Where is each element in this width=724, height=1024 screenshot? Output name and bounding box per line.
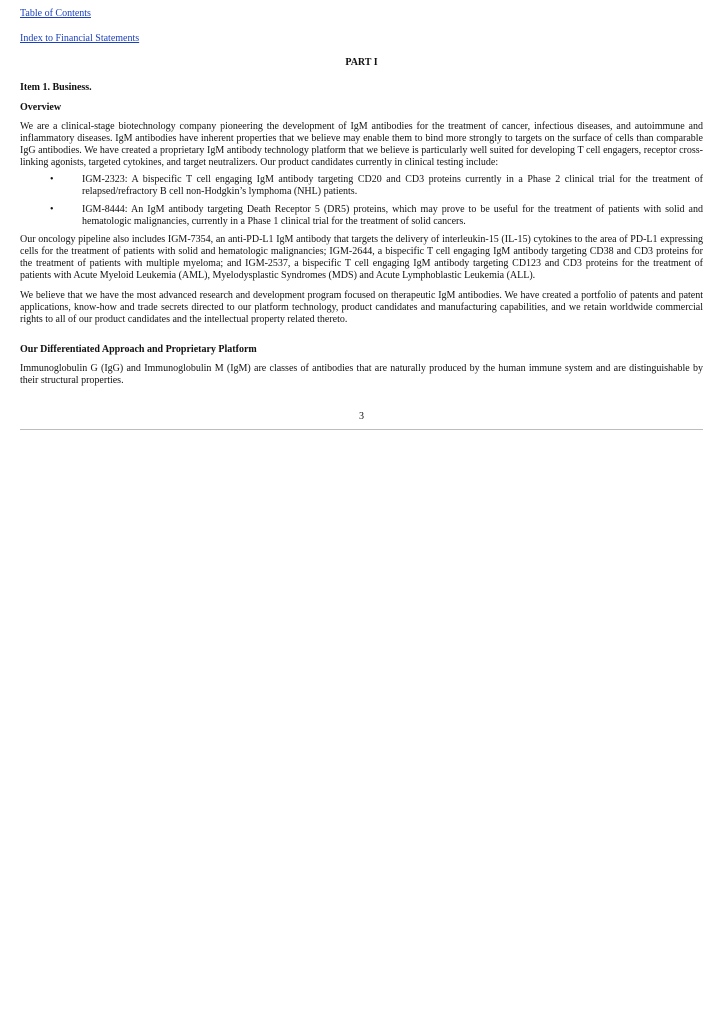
list-item xyxy=(20,174,703,198)
overview-heading: Overview xyxy=(20,102,62,113)
item-heading: Item 1. Business. xyxy=(20,82,92,93)
list-item xyxy=(20,204,703,228)
rights-paragraph: We believe that we have the most advanced research and development program focused on therapeutic IgM antibodies. We have created a portfolio of patents and patent applications, know-how and trade secrets directed to our platform technology, product candidates and manufacturing capabilities, and we retain worldwide commercial rights to all of our product candidates and the intellectual property related thereto. xyxy=(20,290,703,325)
document-page xyxy=(20,8,703,430)
clinical-candidates-list xyxy=(20,174,703,228)
pipeline-paragraph: Our oncology pipeline also includes IGM-7354, an anti-PD-L1 IgM antibody that targets the delivery of interleukin-15 (IL-15) cytokines to the area of PD-L1 expressing cells for the treatment of patients with solid and hematologic malignancies; IGM-2644, a bispecific T cell engaging IgM antibody targeting CD38 and CD3 proteins for the treatment of patients with multiple myeloma; and IGM-2537, a bispecific T cell engaging IgM antibody targeting CD123 and CD3 proteins for the treatment of patients with Acute Myeloid Leukemia (AML), Myelodysplastic Syndromes (MDS) and Acute Lymphoblastic Leukemia (ALL). xyxy=(20,234,703,281)
table-of-contents-link[interactable]: Table of Contents xyxy=(20,8,91,19)
list-item-text: IGM-8444: An IgM antibody targeting Death Receptor 5 (DR5) proteins, which may prove to be useful for the treatment of patients with solid and hematologic malignancies, currently in a Phase 1 clinical trial for the treatment of solid cancers. xyxy=(82,204,703,227)
overview-intro-paragraph: We are a clinical-stage biotechnology company pioneering the development of IgM antibodies for the treatment of cancer, infectious diseases, and autoimmune and inflammatory diseases. IgM antibodies have inherent properties that we believe may enable them to bind more strongly to targets on the surface of cells than comparable IgG antibodies. We have created a proprietary IgM antibody technology platform that we believe is particularly well suited for developing T cell engagers, receptor cross-linking agonists, targeted cytokines, and target neutralizers. Our product candidates currently in clinical testing include: xyxy=(20,121,703,168)
page-divider xyxy=(20,429,703,430)
index-to-financial-statements-link[interactable]: Index to Financial Statements xyxy=(20,33,140,44)
bullet-symbol: • xyxy=(50,204,54,215)
list-item-text: IGM-2323: A bispecific T cell engaging IgM antibody targeting CD20 and CD3 proteins currently in a Phase 2 clinical trial for the treatment of relapsed/refractory B cell non-Hodgkin’s lymphoma (NHL) patients. xyxy=(82,174,703,197)
platform-paragraph: Immunoglobulin G (IgG) and Immunoglobulin M (IgM) are classes of antibodies that are naturally produced by the human immune system and are distinguishable by their structural properties. xyxy=(20,363,703,386)
part-title: PART I xyxy=(345,57,378,68)
bullet-symbol: • xyxy=(50,174,54,185)
page-number: 3 xyxy=(359,411,364,422)
platform-heading: Our Differentiated Approach and Proprietary Platform xyxy=(20,344,257,355)
